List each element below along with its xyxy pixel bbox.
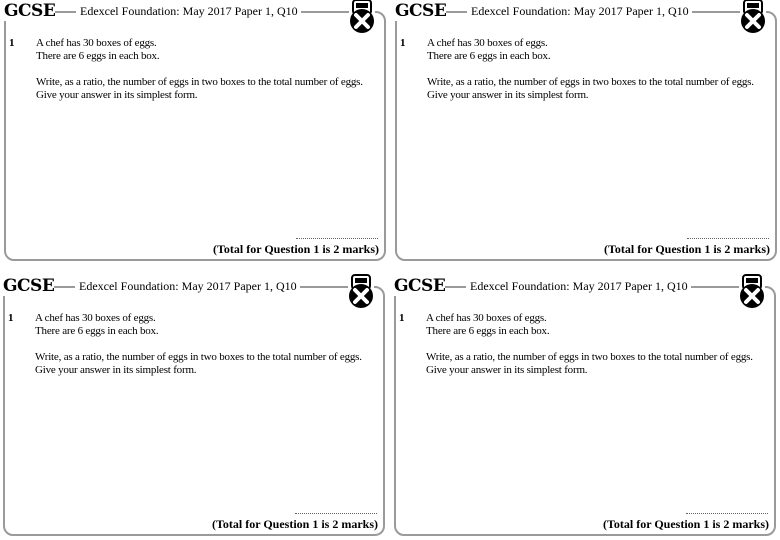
question-number: 1 [9, 37, 15, 49]
question-text [426, 312, 771, 377]
question-number: 1 [399, 312, 405, 324]
answer-line[interactable] [687, 238, 769, 239]
question-text [35, 312, 380, 377]
question-line: There are 6 eggs in each box. [427, 50, 551, 62]
question-line: A chef has 30 boxes of eggs. [426, 312, 547, 324]
question-card-1 [4, 1, 386, 261]
question-line: A chef has 30 boxes of eggs. [36, 37, 157, 49]
question-line: Write, as a ratio, the number of eggs in two boxes to the total number of eggs. [426, 351, 753, 363]
question-line: There are 6 eggs in each box. [35, 325, 159, 337]
gcse-logo: GCSE [2, 276, 57, 296]
header-rule-left [55, 11, 73, 13]
gcse-logo: GCSE [393, 276, 448, 296]
question-number: 1 [8, 312, 14, 324]
header-rule-left [445, 286, 463, 288]
answer-line[interactable] [686, 513, 768, 514]
no-calculator-icon [348, 274, 374, 310]
no-calculator-icon [740, 0, 766, 35]
no-calculator-icon [349, 0, 375, 35]
question-line: Write, as a ratio, the number of eggs in two boxes to the total number of eggs. [36, 76, 363, 88]
card-title: Edexcel Foundation: May 2017 Paper 1, Q10 [466, 279, 692, 294]
header-rule-left [446, 11, 464, 13]
card-title: Edexcel Foundation: May 2017 Paper 1, Q10 [75, 279, 301, 294]
total-marks: (Total for Question 1 is 2 marks) [211, 517, 378, 531]
question-line: Write, as a ratio, the number of eggs in two boxes to the total number of eggs. [427, 76, 754, 88]
question-line: Write, as a ratio, the number of eggs in two boxes to the total number of eggs. [35, 351, 362, 363]
question-card-4 [394, 276, 776, 536]
question-line: Give your answer in its simplest form. [35, 364, 197, 376]
total-marks: (Total for Question 1 is 2 marks) [602, 517, 769, 531]
total-marks: (Total for Question 1 is 2 marks) [603, 242, 770, 256]
question-line: There are 6 eggs in each box. [36, 50, 160, 62]
card-title: Edexcel Foundation: May 2017 Paper 1, Q10 [467, 4, 693, 19]
card-title: Edexcel Foundation: May 2017 Paper 1, Q10 [76, 4, 302, 19]
question-card-2 [395, 1, 777, 261]
question-text [427, 37, 772, 102]
question-text [36, 37, 381, 102]
question-line: A chef has 30 boxes of eggs. [35, 312, 156, 324]
question-line: Give your answer in its simplest form. [426, 364, 588, 376]
answer-line[interactable] [296, 238, 378, 239]
gcse-logo: GCSE [3, 1, 58, 21]
question-line: There are 6 eggs in each box. [426, 325, 550, 337]
question-line: Give your answer in its simplest form. [427, 89, 589, 101]
question-line: Give your answer in its simplest form. [36, 89, 198, 101]
question-line: A chef has 30 boxes of eggs. [427, 37, 548, 49]
answer-line[interactable] [295, 513, 377, 514]
no-calculator-icon [739, 274, 765, 310]
question-number: 1 [400, 37, 406, 49]
question-card-3 [3, 276, 385, 536]
header-rule-left [54, 286, 72, 288]
total-marks: (Total for Question 1 is 2 marks) [212, 242, 379, 256]
gcse-logo: GCSE [394, 1, 449, 21]
